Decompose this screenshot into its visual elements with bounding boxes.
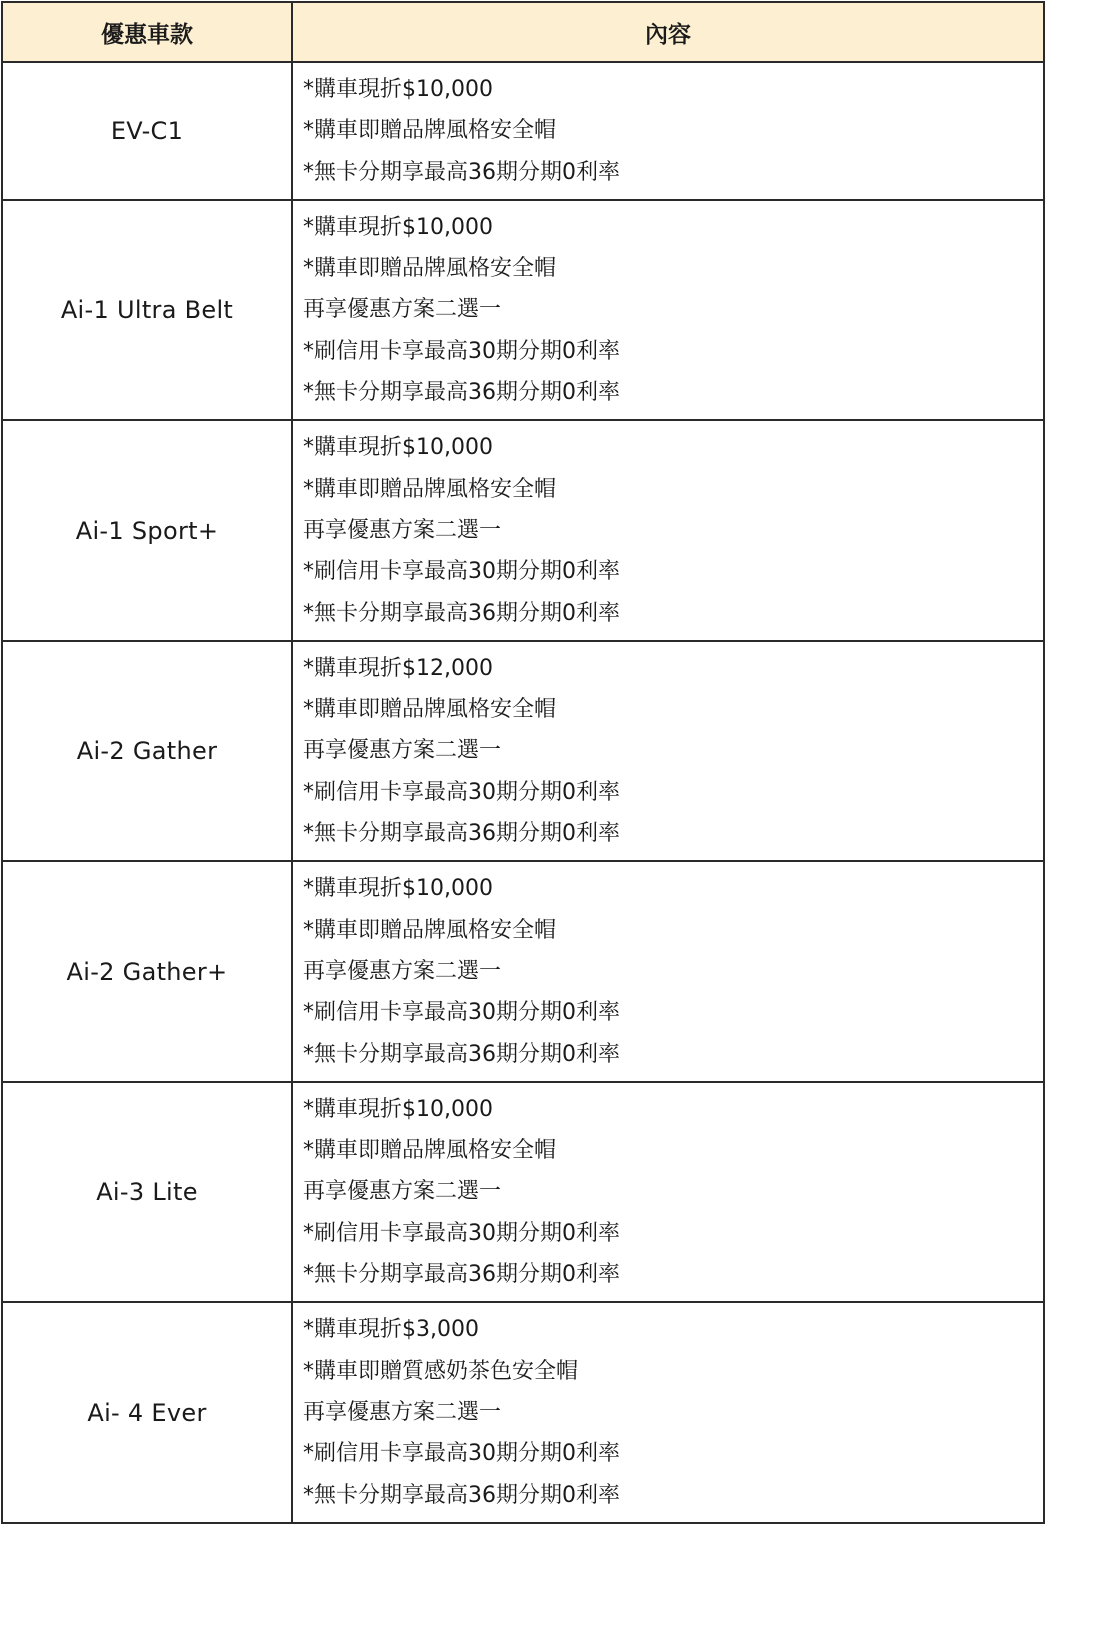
content-line: 再享優惠方案二選一 — [303, 1399, 502, 1425]
table-row — [2, 1082, 1044, 1302]
table-row — [2, 641, 1044, 861]
model-cell: Ai-2 Gather+ — [2, 861, 292, 1081]
content-line: 再享優惠方案二選一 — [303, 958, 502, 984]
content-line: *購車即贈品牌風格安全帽 — [303, 118, 557, 144]
content-line: *無卡分期享最高36期分期0利率 — [303, 821, 620, 847]
table-row — [2, 200, 1044, 420]
content-cell — [292, 420, 1044, 640]
content-line: *刷信用卡享最高30期分期0利率 — [303, 559, 620, 585]
promo-table — [1, 1, 1045, 1524]
table-row — [2, 1302, 1044, 1522]
content-line: *刷信用卡享最高30期分期0利率 — [303, 338, 620, 364]
table-row — [2, 62, 1044, 200]
content-line: *刷信用卡享最高30期分期0利率 — [303, 1441, 620, 1467]
content-line: 再享優惠方案二選一 — [303, 1179, 502, 1205]
content-line: *無卡分期享最高36期分期0利率 — [303, 600, 620, 626]
content-line: *購車即贈質感奶茶色安全帽 — [303, 1358, 579, 1384]
content-line: *刷信用卡享最高30期分期0利率 — [303, 1000, 620, 1026]
header-content: 內容 — [292, 2, 1044, 62]
content-line: *購車現折$10,000 — [303, 435, 493, 461]
content-cell — [292, 641, 1044, 861]
table-row — [2, 861, 1044, 1081]
header-row — [2, 2, 1044, 62]
content-line: *購車即贈品牌風格安全帽 — [303, 917, 557, 943]
content-line: *無卡分期享最高36期分期0利率 — [303, 1482, 620, 1508]
table-row — [2, 420, 1044, 640]
model-cell: Ai-2 Gather — [2, 641, 292, 861]
content-cell — [292, 861, 1044, 1081]
content-cell — [292, 200, 1044, 420]
model-cell: Ai- 4 Ever — [2, 1302, 292, 1522]
content-line: *購車即贈品牌風格安全帽 — [303, 697, 557, 723]
model-cell: EV-C1 — [2, 62, 292, 200]
content-line: *刷信用卡享最高30期分期0利率 — [303, 1220, 620, 1246]
content-line: *無卡分期享最高36期分期0利率 — [303, 1041, 620, 1067]
content-line: *無卡分期享最高36期分期0利率 — [303, 159, 620, 185]
content-line: *無卡分期享最高36期分期0利率 — [303, 1262, 620, 1288]
content-line: *購車現折$10,000 — [303, 214, 493, 240]
content-cell — [292, 62, 1044, 200]
content-line: *購車現折$10,000 — [303, 1096, 493, 1122]
content-line: *購車現折$10,000 — [303, 77, 493, 102]
content-line: 再享優惠方案二選一 — [303, 297, 502, 323]
content-line: *購車現折$3,000 — [303, 1317, 479, 1343]
content-line: 再享優惠方案二選一 — [303, 738, 502, 764]
content-cell — [292, 1082, 1044, 1302]
model-cell: Ai-1 Sport+ — [2, 420, 292, 640]
model-cell: Ai-1 Ultra Belt — [2, 200, 292, 420]
content-line: *購車即贈品牌風格安全帽 — [303, 256, 557, 282]
model-cell: Ai-3 Lite — [2, 1082, 292, 1302]
content-line: *購車即贈品牌風格安全帽 — [303, 1138, 557, 1164]
content-line: *刷信用卡享最高30期分期0利率 — [303, 779, 620, 805]
content-line: *購車現折$12,000 — [303, 655, 493, 681]
content-cell — [292, 1302, 1044, 1522]
header-model: 優惠車款 — [2, 2, 292, 62]
content-line: 再享優惠方案二選一 — [303, 517, 502, 543]
content-line: *無卡分期享最高36期分期0利率 — [303, 380, 620, 406]
content-line: *購車即贈品牌風格安全帽 — [303, 476, 557, 502]
content-line: *購車現折$10,000 — [303, 876, 493, 902]
